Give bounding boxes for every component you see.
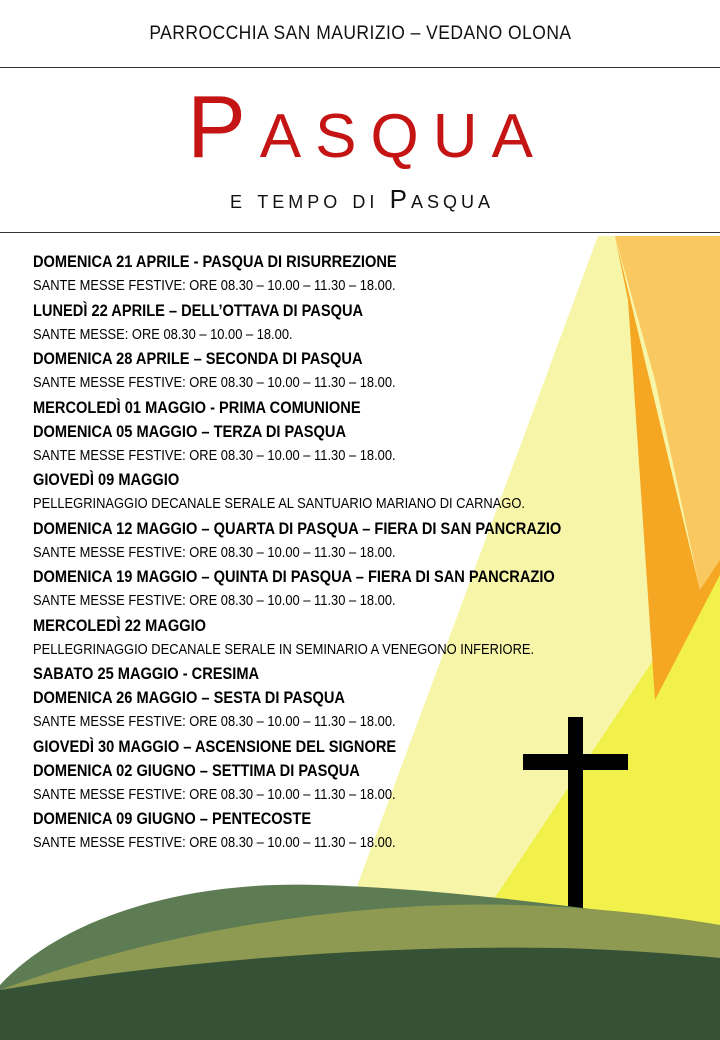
event-heading: DOMENICA 21 APRILE - PASQUA DI RISURREZIONE [33,252,397,271]
header-bar [0,0,720,68]
title-block [0,68,720,233]
events-list [33,250,693,856]
event-heading: DOMENICA 19 MAGGIO – QUINTA DI PASQUA – FIERA DI SAN PANCRAZIO [33,567,555,586]
event-detail: PELLEGRINAGGIO DECANALE SERALE AL SANTUARIO MARIANO DI CARNAGO. [33,495,526,512]
event-detail: SANTE MESSE FESTIVE: ORE 08.30 – 10.00 – 11.30 – 18.00. [33,277,396,294]
event-detail: SANTE MESSE FESTIVE: ORE 08.30 – 10.00 – 11.30 – 18.00. [33,834,396,851]
event-detail: SANTE MESSE FESTIVE: ORE 08.30 – 10.00 – 11.30 – 18.00. [33,374,396,391]
event-heading: DOMENICA 02 GIUGNO – SETTIMA DI PASQUA [33,760,360,780]
parish-name: PARROCCHIA SAN MAURIZIO – VEDANO OLONA [148,22,572,44]
event-heading: LUNEDÌ 22 APRILE – DELL’OTTAVA DI PASQUA [33,300,364,320]
event-heading: GIOVEDÌ 09 MAGGIO [33,470,180,489]
event-detail: SANTE MESSE FESTIVE: ORE 08.30 – 10.00 – 11.30 – 18.00. [33,785,396,803]
event-heading: DOMENICA 26 MAGGIO – SESTA DI PASQUA [33,688,345,707]
event-heading: MERCOLEDÌ 22 MAGGIO [33,615,207,635]
event-detail: SANTE MESSE: ORE 08.30 – 10.00 – 18.00. [33,325,293,343]
event-heading: MERCOLEDÌ 01 MAGGIO - PRIMA COMUNIONE [33,397,361,417]
event-heading: GIOVEDÌ 30 MAGGIO – ASCENSIONE DEL SIGNORE [33,736,397,756]
event-heading: DOMENICA 12 MAGGIO – QUARTA DI PASQUA – FIERA DI SAN PANCRAZIO [33,518,562,538]
page-subtitle: e tempo di Pasqua [229,184,495,214]
event-detail: PELLEGRINAGGIO DECANALE SERALE IN SEMINARIO A VENEGONO INFERIORE. [33,640,535,658]
event-heading: DOMENICA 05 MAGGIO – TERZA DI PASQUA [33,421,347,441]
page-title: Pasqua [187,77,547,176]
event-detail: SANTE MESSE FESTIVE: ORE 08.30 – 10.00 – 11.30 – 18.00. [33,592,396,609]
event-detail: SANTE MESSE FESTIVE: ORE 08.30 – 10.00 – 11.30 – 18.00. [33,713,396,730]
event-heading: SABATO 25 MAGGIO - CRESIMA [33,664,260,683]
event-heading: DOMENICA 09 GIUGNO – PENTECOSTE [33,809,312,828]
event-detail: SANTE MESSE FESTIVE: ORE 08.30 – 10.00 – 11.30 – 18.00. [33,543,396,561]
event-heading: DOMENICA 28 APRILE – SECONDA DI PASQUA [33,349,363,368]
event-detail: SANTE MESSE FESTIVE: ORE 08.30 – 10.00 – 11.30 – 18.00. [33,446,396,464]
